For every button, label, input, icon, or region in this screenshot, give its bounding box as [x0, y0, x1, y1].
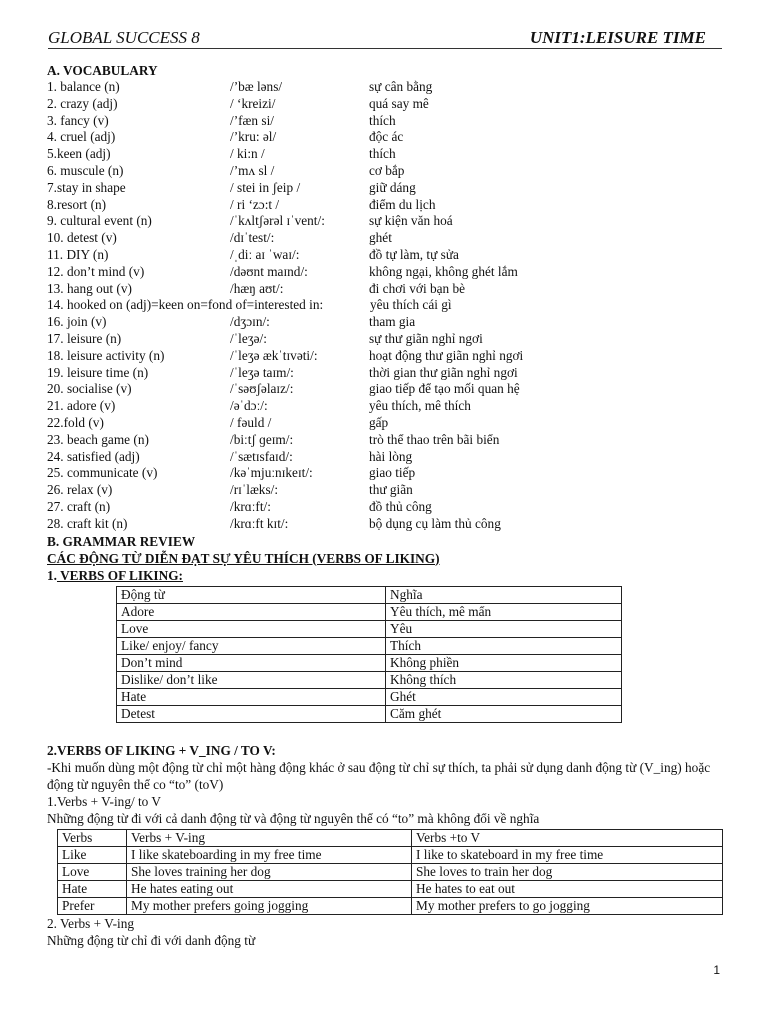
- vocab-phonetic: /əˈdɔː/:: [230, 398, 268, 414]
- vocab-phonetic: /’mʌ sl /: [230, 162, 275, 178]
- table-cell: She loves to train her dog: [412, 863, 723, 880]
- vocab-meaning: yêu thích cái gì: [370, 297, 452, 313]
- table-row: [58, 897, 723, 914]
- table-cell: Verbs: [58, 829, 127, 846]
- vocab-row: [47, 465, 727, 482]
- table-cell: Không thích: [386, 671, 622, 688]
- vocab-phonetic: /rɪˈlæks/:: [230, 482, 279, 498]
- table-cell: Nghĩa: [386, 586, 622, 603]
- vocab-word: 4. cruel (adj): [47, 129, 116, 145]
- vocab-meaning: hài lòng: [369, 448, 413, 464]
- table-cell: I like to skateboard in my free time: [412, 846, 723, 863]
- vocab-phonetic: / ki:n /: [230, 146, 265, 162]
- book-title: GLOBAL SUCCESS 8: [48, 28, 200, 47]
- table-row: [117, 654, 622, 671]
- section-2-heading: 2.VERBS OF LIKING + V_ING / TO V:: [47, 742, 276, 758]
- vocab-meaning: ghét: [369, 230, 392, 246]
- table-cell: Love: [117, 620, 386, 637]
- vocab-word: 11. DIY (n): [47, 246, 109, 262]
- vocab-meaning: thư giãn: [369, 482, 413, 498]
- vocab-meaning: quá say mê: [369, 95, 429, 111]
- vocab-word: 14. hooked on (adj)=keen on=fond of=interested in:: [47, 297, 324, 313]
- vocab-row: [47, 79, 727, 96]
- vocab-meaning: hoạt động thư giãn nghỉ ngơi: [369, 347, 524, 363]
- vocab-row: [47, 163, 727, 180]
- vocab-row: [47, 499, 727, 516]
- table-cell: Động từ: [117, 586, 386, 603]
- vocab-word: 2. crazy (adj): [47, 95, 118, 111]
- vocab-meaning: độc ác: [369, 129, 404, 145]
- vocab-phonetic: /ˈsəʊʃəlaɪz/:: [230, 381, 294, 397]
- vocab-row: [47, 365, 727, 382]
- table-row: [58, 846, 723, 863]
- section-2-sub1: 1.Verbs + V-ing/ to V: [47, 793, 162, 809]
- vocab-phonetic: /dəʊnt maɪnd/:: [230, 263, 308, 279]
- vocab-word: 22.fold (v): [47, 414, 104, 430]
- vocab-phonetic: /’bæ ləns/: [230, 79, 283, 94]
- vocab-meaning: giữ dáng: [369, 179, 416, 195]
- vocab-word: 20. socialise (v): [47, 381, 132, 397]
- grammar-subtitle: CÁC ĐỘNG TỪ DIỄN ĐẠT SỰ YÊU THÍCH (VERBS OF LIKING): [47, 550, 440, 566]
- vocab-meaning: đi chơi với bạn bè: [369, 280, 466, 296]
- table-cell: Love: [58, 863, 127, 880]
- table-cell: She loves training her dog: [127, 863, 412, 880]
- page-header: [48, 26, 722, 49]
- vocab-row: [47, 516, 727, 533]
- vocab-meaning: yêu thích, mê thích: [369, 398, 471, 414]
- table-cell: Hate: [117, 688, 386, 705]
- table-row: [117, 671, 622, 688]
- vocab-meaning: sự cân bằng: [369, 79, 433, 94]
- vocab-row: [47, 281, 727, 298]
- table-cell: Ghét: [386, 688, 622, 705]
- vocab-word: 7.stay in shape: [47, 179, 126, 195]
- table-cell: Thích: [386, 637, 622, 654]
- vocab-meaning: sự kiện văn hoá: [369, 213, 453, 229]
- vocab-phonetic: /krɑːft kɪt/:: [230, 515, 289, 531]
- vocab-word: 10. detest (v): [47, 230, 117, 246]
- table-cell: Detest: [117, 705, 386, 722]
- table-cell: Không phiền: [386, 654, 622, 671]
- vocab-row: [47, 96, 727, 113]
- table-cell: Adore: [117, 603, 386, 620]
- vocab-phonetic: /ˈleʒə/:: [230, 330, 267, 346]
- vocab-word: 1. balance (n): [47, 79, 120, 94]
- table-cell: He hates eating out: [127, 880, 412, 897]
- vocab-phonetic: /dʒɔɪn/:: [230, 314, 270, 330]
- section-1-number: 1.: [47, 567, 57, 583]
- vocab-word: 5.keen (adj): [47, 146, 111, 162]
- table-cell: Dislike/ don’t like: [117, 671, 386, 688]
- table-cell: Don’t mind: [117, 654, 386, 671]
- vocab-word: 17. leisure (n): [47, 330, 122, 346]
- verbs-ing-to-v-table: [57, 829, 723, 915]
- vocab-word: 26. relax (v): [47, 482, 113, 498]
- table-cell: Like/ enjoy/ fancy: [117, 637, 386, 654]
- vocab-meaning: cơ bắp: [369, 162, 405, 178]
- document-body: [47, 62, 727, 949]
- vocab-row: [47, 331, 727, 348]
- vocab-row: [47, 314, 727, 331]
- table-row: [117, 637, 622, 654]
- vocab-row: [47, 381, 727, 398]
- vocab-row: [47, 213, 727, 230]
- table-cell: Yêu thích, mê mẩn: [386, 603, 622, 620]
- vocab-word: 27. craft (n): [47, 498, 111, 514]
- vocab-row: [47, 398, 727, 415]
- table-cell: My mother prefers going jogging: [127, 897, 412, 914]
- vocab-row: [47, 449, 727, 466]
- table-cell: Verbs + V-ing: [127, 829, 412, 846]
- vocab-word: 16. join (v): [47, 314, 107, 330]
- vocab-word: 13. hang out (v): [47, 280, 132, 296]
- table-cell: Căm ghét: [386, 705, 622, 722]
- table-cell: Hate: [58, 880, 127, 897]
- vocab-meaning: giao tiếp: [369, 465, 416, 481]
- vocab-row: [47, 247, 727, 264]
- page-number: 1: [713, 963, 720, 977]
- vocab-word: 8.resort (n): [47, 196, 107, 212]
- vocab-meaning: bộ dụng cụ làm thủ công: [369, 515, 501, 531]
- vocab-meaning: thích: [369, 146, 396, 162]
- vocab-phonetic: /biːtʃ ɡeɪm/:: [230, 431, 294, 447]
- vocab-row: [47, 348, 727, 365]
- vocab-word: 24. satisfied (adj): [47, 448, 140, 464]
- vocabulary-heading: A. VOCABULARY: [47, 63, 158, 78]
- table-row: [117, 705, 622, 722]
- table-row: [117, 688, 622, 705]
- vocab-phonetic: /ˌdiː aɪ ˈwaɪ/:: [230, 246, 300, 262]
- vocab-row: [47, 197, 727, 214]
- vocab-word: 12. don’t mind (v): [47, 263, 145, 279]
- vocab-meaning: điểm du lịch: [369, 196, 436, 212]
- vocab-row: [47, 230, 727, 247]
- unit-title: UNIT1:LEISURE TIME: [529, 28, 706, 47]
- vocab-meaning: sự thư giãn nghỉ ngơi: [369, 330, 483, 346]
- table-cell: I like skateboarding in my free time: [127, 846, 412, 863]
- vocab-row: [47, 129, 727, 146]
- table-cell: My mother prefers to go jogging: [412, 897, 723, 914]
- vocab-row: [47, 297, 727, 314]
- vocab-word: 9. cultural event (n): [47, 213, 152, 229]
- verbs-of-liking-table: [116, 586, 622, 723]
- vocab-phonetic: /ˈleʒə taɪm/:: [230, 364, 294, 380]
- vocab-phonetic: /’kru: əl/: [230, 129, 277, 145]
- table-cell: Verbs +to V: [412, 829, 723, 846]
- table-cell: He hates to eat out: [412, 880, 723, 897]
- vocab-phonetic: /’fæn si/: [230, 112, 274, 128]
- vocab-phonetic: / stei in ʃeip /: [230, 179, 301, 195]
- vocab-phonetic: /dɪˈtest/:: [230, 230, 275, 246]
- vocab-meaning: đồ tự làm, tự sửa: [369, 246, 459, 262]
- section-2-sub2: 2. Verbs + V-ing: [47, 915, 135, 931]
- vocab-row: [47, 146, 727, 163]
- vocab-word: 18. leisure activity (n): [47, 347, 165, 363]
- vocab-meaning: thời gian thư giãn nghỉ ngơi: [369, 364, 518, 380]
- vocab-meaning: không ngại, không ghét lắm: [369, 263, 518, 279]
- vocab-word: 6. muscule (n): [47, 162, 124, 178]
- vocab-meaning: thích: [369, 112, 396, 128]
- table-row: [117, 620, 622, 637]
- vocab-word: 23. beach game (n): [47, 431, 149, 447]
- section-1-title: VERBS OF LIKING:: [56, 567, 183, 583]
- vocab-row: [47, 482, 727, 499]
- vocab-phonetic: /ˈsætɪsfaɪd/:: [230, 448, 293, 464]
- vocab-word: 3. fancy (v): [47, 112, 109, 128]
- vocab-phonetic: / ri ‘zɔ:t /: [230, 196, 280, 212]
- table-cell: Like: [58, 846, 127, 863]
- grammar-heading: B. GRAMMAR REVIEW: [47, 533, 196, 549]
- vocab-row: [47, 180, 727, 197]
- table-row: [58, 829, 723, 846]
- vocab-word: 19. leisure time (n): [47, 364, 149, 380]
- vocab-word: 21. adore (v): [47, 398, 116, 414]
- vocab-phonetic: /kəˈmjuːnɪkeɪt/:: [230, 465, 313, 481]
- section-2-sub2-desc: Những động từ chỉ đi với danh động từ: [47, 932, 256, 948]
- vocab-phonetic: /hæŋ aʊt/:: [230, 280, 284, 296]
- table-row: [117, 586, 622, 603]
- vocab-row: [47, 432, 727, 449]
- table-cell: Prefer: [58, 897, 127, 914]
- table-row: [58, 863, 723, 880]
- table-cell: Yêu: [386, 620, 622, 637]
- vocab-row: [47, 264, 727, 281]
- section-2-sub1-desc: Những động từ đi với cả danh động từ và động từ nguyên thể có “to” mà không đổi về nghĩa: [47, 810, 540, 826]
- vocab-phonetic: /krɑːft/:: [230, 498, 271, 514]
- vocab-row: [47, 415, 727, 432]
- section-1-heading: [47, 567, 727, 584]
- vocab-meaning: tham gia: [369, 314, 416, 330]
- vocab-phonetic: /ˈleʒə ækˈtɪvəti/:: [230, 347, 318, 363]
- table-row: [117, 603, 622, 620]
- section-2-paragraph: -Khi muốn dùng một động từ chỉ một hàng động khác ở sau động từ chỉ sự thích, ta phải sử dụng danh động từ (V_ing) hoặc động từ nguyên thể co “to” (toV): [47, 759, 711, 792]
- vocab-phonetic: /ˈkʌltʃərəl ɪˈvent/:: [230, 213, 325, 229]
- vocab-meaning: đồ thủ công: [369, 498, 432, 514]
- vocab-phonetic: / ‘kreizi/: [230, 95, 276, 111]
- vocab-row: [47, 113, 727, 130]
- vocab-word: 25. communicate (v): [47, 465, 158, 481]
- vocab-meaning: gấp: [369, 414, 389, 430]
- table-row: [58, 880, 723, 897]
- vocab-word: 28. craft kit (n): [47, 515, 128, 531]
- vocab-meaning: trò thể thao trên bãi biển: [369, 431, 500, 447]
- vocabulary-list: [47, 79, 727, 533]
- vocab-meaning: giao tiếp để tạo mối quan hệ: [369, 381, 520, 397]
- vocab-phonetic: / fəuld /: [230, 414, 272, 430]
